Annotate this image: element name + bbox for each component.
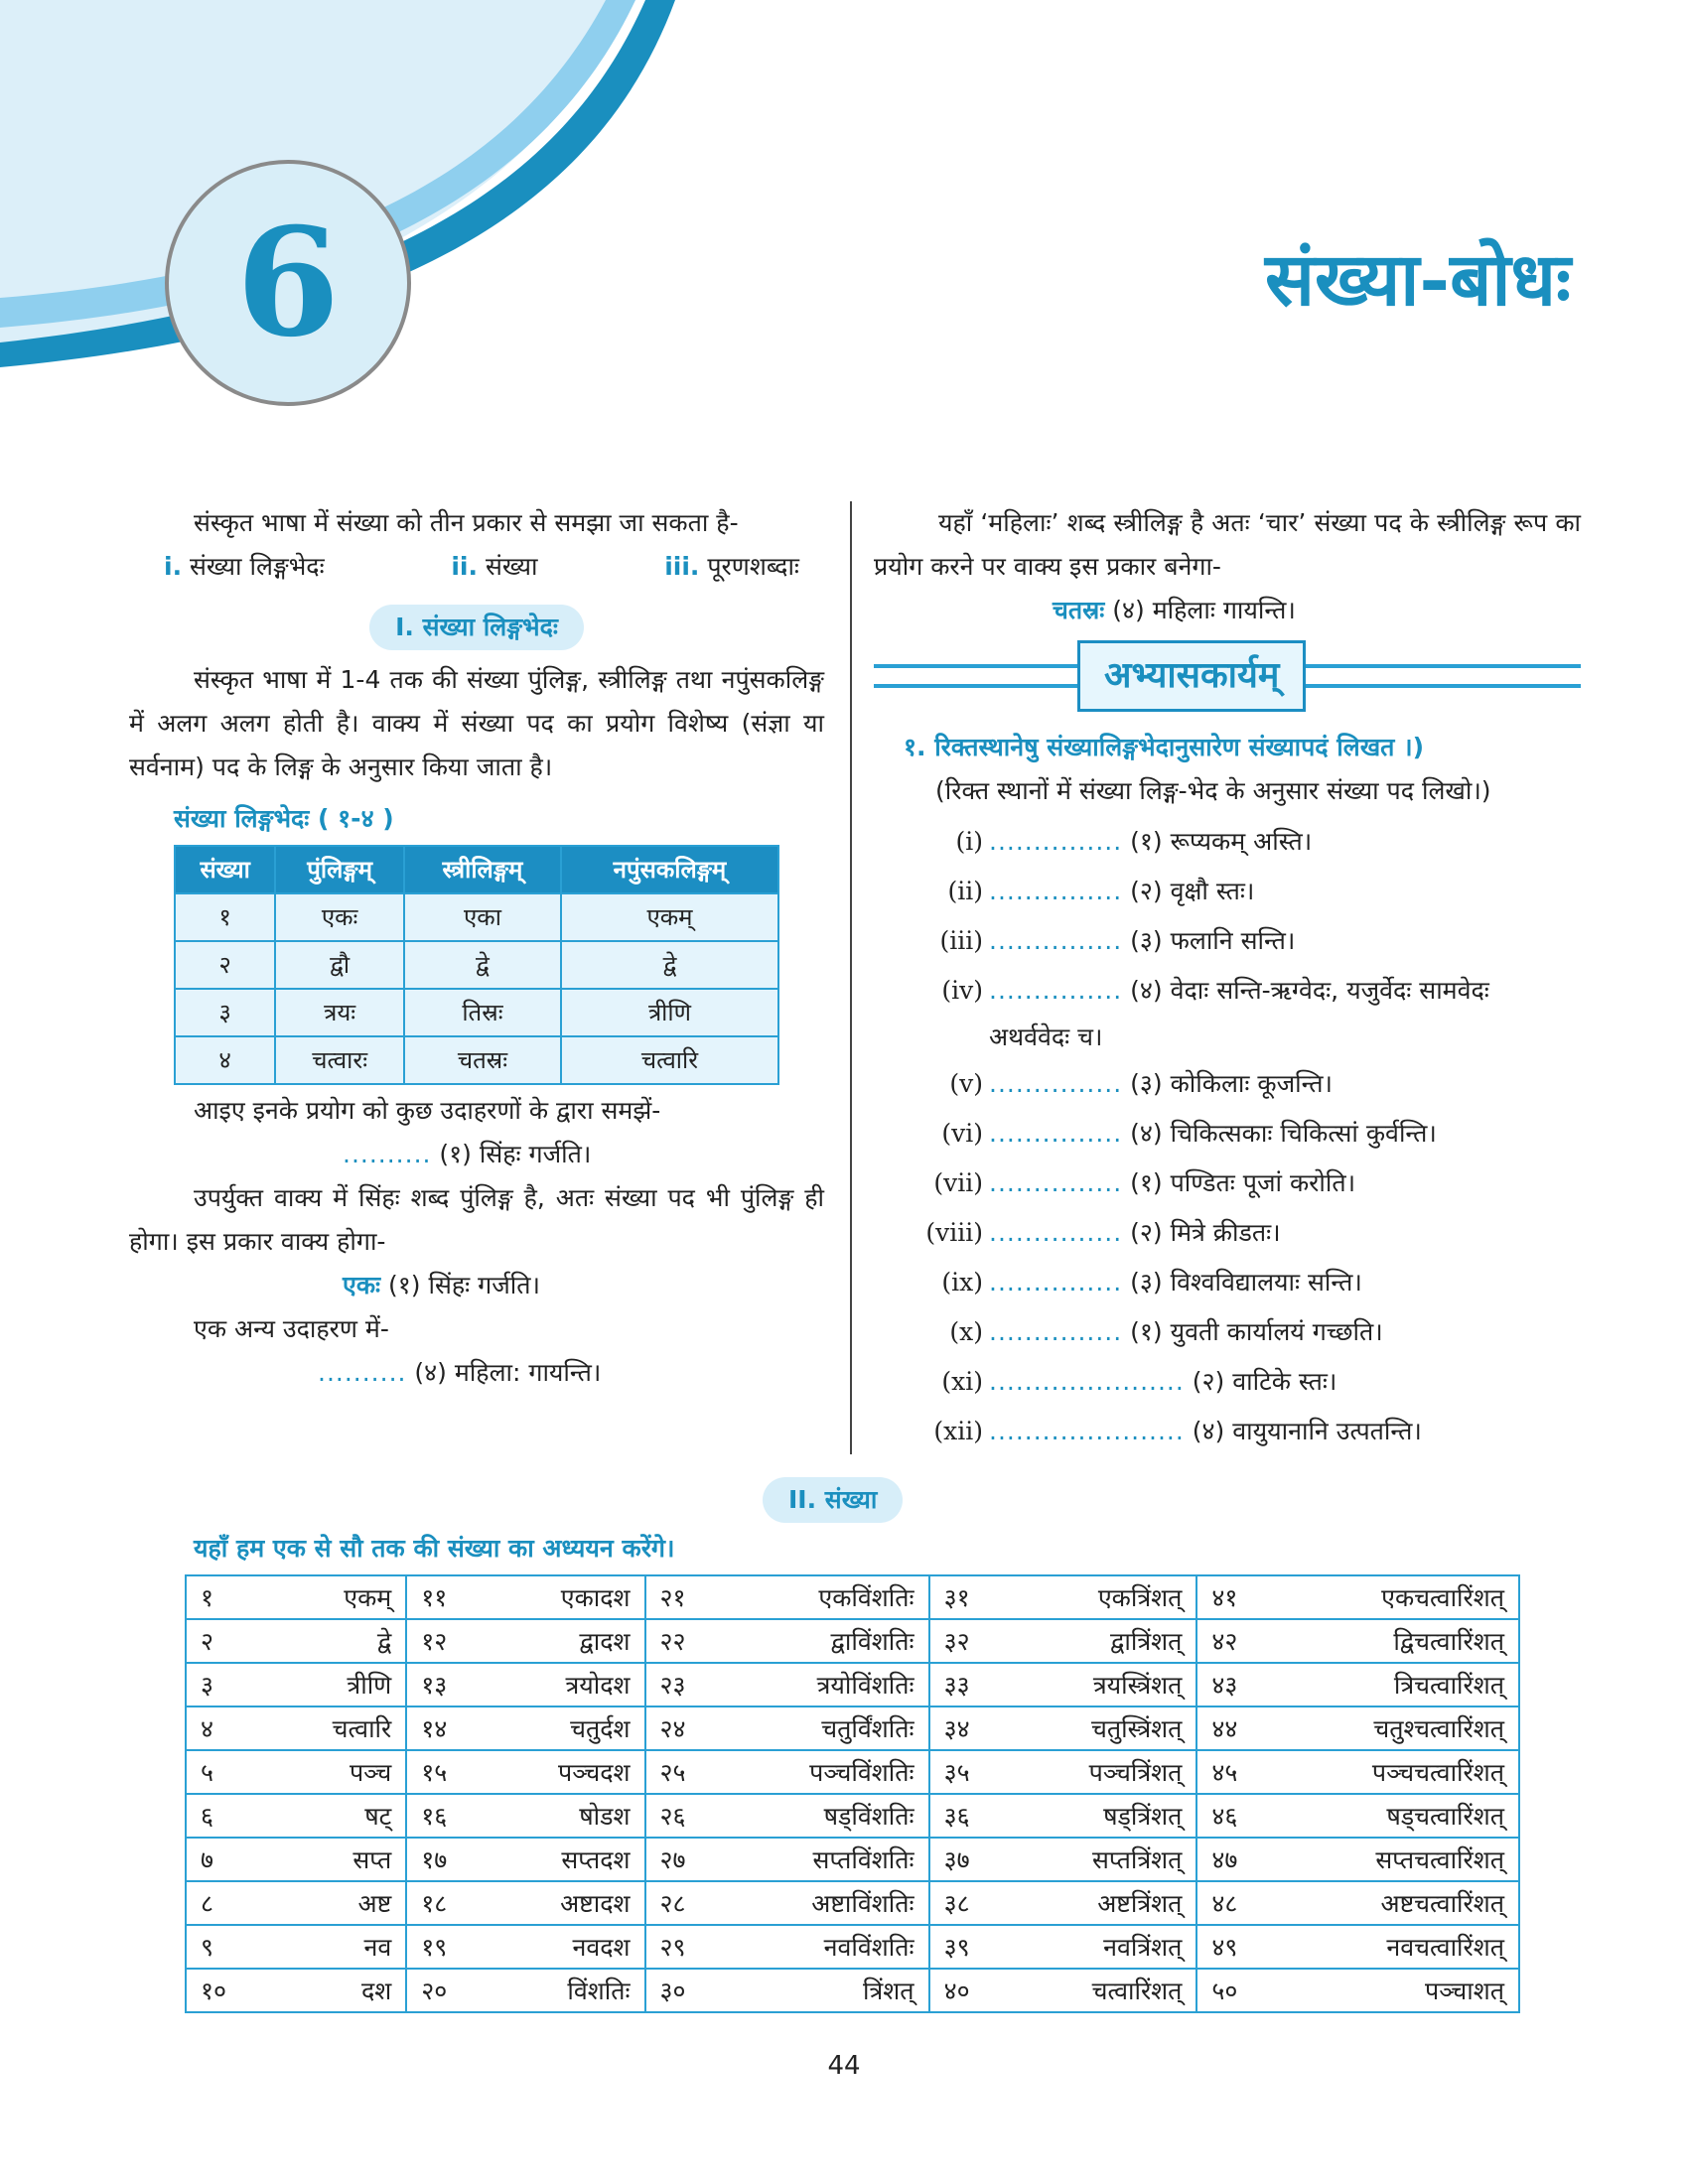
chapter-title: संख्या-बोधः xyxy=(1265,237,1571,323)
intro-text: संस्कृत भाषा में संख्या को तीन प्रकार से समझा जा सकता है- xyxy=(194,508,739,537)
exercise-list xyxy=(874,817,1581,1456)
number-word-cell: पञ्चदश xyxy=(504,1750,644,1794)
number-cell: २० xyxy=(406,1969,504,2012)
exercise-item-continuation: अथर्ववेदः च। xyxy=(989,1023,1103,1051)
page-number: 44 xyxy=(827,2051,861,2081)
number-cell: ३७ xyxy=(929,1838,1028,1881)
number-cell: २४ xyxy=(645,1706,744,1750)
table-caption: संख्या लिङ्गभेदः ( १-४ ) xyxy=(174,804,394,833)
number-cell: २९ xyxy=(645,1925,744,1969)
table-row xyxy=(186,1881,1519,1925)
number-cell: २८ xyxy=(645,1881,744,1925)
number-cell: ५० xyxy=(1196,1969,1295,2012)
number-cell: १ xyxy=(186,1575,284,1619)
number-word-cell: पञ्चत्रिंशत् xyxy=(1028,1750,1197,1794)
exercise-item: (ix) ............... (३) विश्वविद्यालयाः सन्ति। xyxy=(941,1268,1362,1297)
number-word-cell: नवचत्वारिंशत् xyxy=(1295,1925,1519,1969)
chapter-number: 6 xyxy=(235,196,341,370)
number-word-cell: सप्त xyxy=(284,1838,406,1881)
number-cell: ३४ xyxy=(929,1706,1028,1750)
number-cell: ११ xyxy=(406,1575,504,1619)
number-word-cell: द्वाविंशतिः xyxy=(744,1619,929,1663)
number-cell: ३० xyxy=(645,1969,744,2012)
number-cell: १६ xyxy=(406,1794,504,1838)
exercise-item: (i) ............... (१) रूप्यकम् अस्ति। xyxy=(955,827,1313,856)
table-row xyxy=(186,1706,1519,1750)
number-cell: २६ xyxy=(645,1794,744,1838)
number-word-cell: एकम् xyxy=(284,1575,406,1619)
number-word-cell: द्वे xyxy=(284,1619,406,1663)
example-explanation: उपर्युक्त वाक्य में सिंहः शब्द पुंलिङ्ग है, अतः संख्या पद भी पुंलिङ्ग ही होगा। इस प्रकार वाक्य होगा- xyxy=(129,1183,824,1256)
another-example-label: एक अन्य उदाहरण में- xyxy=(194,1314,389,1343)
number-word-cell: पञ्च xyxy=(284,1750,406,1794)
number-cell: ४४ xyxy=(1196,1706,1295,1750)
number-cell: ४८ xyxy=(1196,1881,1295,1925)
number-word-cell: षड्त्रिंशत् xyxy=(1028,1794,1197,1838)
number-word-cell: त्रयस्त्रिंशत् xyxy=(1028,1663,1197,1706)
exercise-item: (ii) ............... (२) वृक्षौ स्तः। xyxy=(947,877,1255,905)
number-cell: २७ xyxy=(645,1838,744,1881)
exercise-item: (xii) ...................... (४) वायुयानानि उत्पतन्ति। xyxy=(933,1417,1422,1445)
number-cell: ३२ xyxy=(929,1619,1028,1663)
number-cell: ४० xyxy=(929,1969,1028,2012)
number-types-list xyxy=(129,545,824,589)
number-word-cell: नवविंशतिः xyxy=(744,1925,929,1969)
examples-intro: आइए इनके प्रयोग को कुछ उदाहरणों के द्वारा समझें- xyxy=(194,1096,661,1125)
number-cell: २ xyxy=(186,1619,284,1663)
number-cell: १९ xyxy=(406,1925,504,1969)
number-word-cell: सप्तदश xyxy=(504,1838,644,1881)
number-word-cell: त्रिचत्वारिंशत् xyxy=(1295,1663,1519,1706)
example-1: .......... (१) सिंहः गर्जति। xyxy=(343,1140,592,1168)
number-word-cell: सप्तत्रिंशत् xyxy=(1028,1838,1197,1881)
number-word-cell: चत्वारि xyxy=(284,1706,406,1750)
number-cell: ४५ xyxy=(1196,1750,1295,1794)
table-row: १ एकः एका एकम् xyxy=(175,893,778,941)
number-word-cell: अष्टत्रिंशत् xyxy=(1028,1881,1197,1925)
exercise-item: (viii) ............... (२) मित्रे क्रीडतः। xyxy=(925,1218,1281,1247)
number-word-cell: षड्चत्वारिंशत् xyxy=(1295,1794,1519,1838)
number-word-cell: सप्तचत्वारिंशत् xyxy=(1295,1838,1519,1881)
table-row: ३ त्रयः तिस्रः त्रीणि xyxy=(175,989,778,1036)
number-word-cell: त्रिंशत् xyxy=(744,1969,929,2012)
table-row xyxy=(186,1619,1519,1663)
number-cell: ४३ xyxy=(1196,1663,1295,1706)
number-word-cell: नवदश xyxy=(504,1925,644,1969)
section1-paragraph: संस्कृत भाषा में 1-4 तक की संख्या पुंलिङ्ग, स्त्रीलिङ्ग तथा नपुंसकलिङ्ग में अलग अलग होती है। वाक्य में संख्या पद का प्रयोग विशेष्य (संज्ञा या सर्वनाम) पद के लिङ्ग के अनुसार किया जाता है। xyxy=(129,665,824,781)
section2-note: यहाँ हम एक से सौ तक की संख्या का अध्ययन करेंगे। xyxy=(194,1534,675,1563)
number-cell: १४ xyxy=(406,1706,504,1750)
number-word-cell: एकादश xyxy=(504,1575,644,1619)
number-word-cell: अष्ट xyxy=(284,1881,406,1925)
number-cell: ९ xyxy=(186,1925,284,1969)
section1-heading: I. संख्या लिङ्गभेदः xyxy=(369,605,584,650)
number-cell: ३ xyxy=(186,1663,284,1706)
exercise-item: (x) ............... (१) युवती कार्यालयं गच्छति। xyxy=(949,1317,1383,1346)
exercise-question: १. रिक्तस्थानेषु संख्यालिङ्गभेदानुसारेण संख्यापदं लिखत ।) xyxy=(904,733,1424,761)
table-row xyxy=(186,1750,1519,1794)
number-cell: ४ xyxy=(186,1706,284,1750)
number-cell: १५ xyxy=(406,1750,504,1794)
column-divider xyxy=(850,501,852,1454)
exercise-item: (vi) ............... (४) चिकित्सकाः चिकित्सां कुर्वन्ति। xyxy=(941,1119,1437,1148)
number-word-cell: सप्तविंशतिः xyxy=(744,1838,929,1881)
number-word-cell: नव xyxy=(284,1925,406,1969)
number-cell: १८ xyxy=(406,1881,504,1925)
example-2-answer: चतस्रः (४) महिलाः गायन्ति। xyxy=(1053,596,1296,624)
left-column xyxy=(129,501,824,1395)
number-word-cell: षोडश xyxy=(504,1794,644,1838)
example-2: .......... (४) महिला: गायन्ति। xyxy=(318,1358,602,1387)
number-word-cell: त्रयोदश xyxy=(504,1663,644,1706)
table-row xyxy=(186,1794,1519,1838)
table-row xyxy=(186,1925,1519,1969)
section2-heading: II. संख्या xyxy=(763,1477,903,1523)
number-word-cell: एकचत्वारिंशत् xyxy=(1295,1575,1519,1619)
table-row: ४ चत्वारः चतस्रः चत्वारि xyxy=(175,1036,778,1084)
number-word-cell: चतुर्दश xyxy=(504,1706,644,1750)
number-cell: २१ xyxy=(645,1575,744,1619)
number-cell: ७ xyxy=(186,1838,284,1881)
number-cell: ८ xyxy=(186,1881,284,1925)
number-cell: ३६ xyxy=(929,1794,1028,1838)
table-row: २ द्वौ द्वे द्वे xyxy=(175,941,778,989)
number-word-cell: एकविंशतिः xyxy=(744,1575,929,1619)
number-cell: ३३ xyxy=(929,1663,1028,1706)
number-cell: ६ xyxy=(186,1794,284,1838)
number-cell: ५ xyxy=(186,1750,284,1794)
number-word-cell: दश xyxy=(284,1969,406,2012)
right-column xyxy=(874,501,1581,1456)
number-cell: ३९ xyxy=(929,1925,1028,1969)
number-cell: ४१ xyxy=(1196,1575,1295,1619)
number-word-cell: पञ्चविंशतिः xyxy=(744,1750,929,1794)
number-word-cell: अष्टाविंशतिः xyxy=(744,1881,929,1925)
number-cell: २३ xyxy=(645,1663,744,1706)
number-word-cell: चतुश्चत्वारिंशत् xyxy=(1295,1706,1519,1750)
table-row xyxy=(186,1663,1519,1706)
exercise-item: (xi) ...................... (२) वाटिके स्तः। xyxy=(941,1367,1337,1396)
number-cell: ३५ xyxy=(929,1750,1028,1794)
number-word-cell: द्विचत्वारिंशत् xyxy=(1295,1619,1519,1663)
number-cell: ३१ xyxy=(929,1575,1028,1619)
exercise-item: (vii) ............... (१) पण्डितः पूजां करोति। xyxy=(933,1168,1356,1197)
number-word-cell: द्वात्रिंशत् xyxy=(1028,1619,1197,1663)
exercise-item: (iii) ............... (३) फलानि सन्ति। xyxy=(939,926,1296,955)
exercise-banner xyxy=(874,638,1581,718)
exercise-item: (v) ............... (३) कोकिलाः कूजन्ति। xyxy=(949,1069,1334,1098)
number-cell: १७ xyxy=(406,1838,504,1881)
number-word-cell: नवत्रिंशत् xyxy=(1028,1925,1197,1969)
number-word-cell: अष्टचत्वारिंशत् xyxy=(1295,1881,1519,1925)
number-cell: २२ xyxy=(645,1619,744,1663)
table-row xyxy=(186,1575,1519,1619)
number-word-cell: चतुस्त्रिंशत् xyxy=(1028,1706,1197,1750)
number-word-cell: चत्वारिंशत् xyxy=(1028,1969,1197,2012)
number-word-cell: विंशतिः xyxy=(504,1969,644,2012)
number-cell: २५ xyxy=(645,1750,744,1794)
gender-number-table xyxy=(174,845,779,1085)
table-row xyxy=(186,1969,1519,2012)
number-cell: ४६ xyxy=(1196,1794,1295,1838)
type-item: iii. पूरणशब्दाः xyxy=(664,552,799,581)
numbers-table-body xyxy=(186,1575,1519,2012)
type-item: i. संख्या लिङ्गभेदः xyxy=(164,552,325,581)
table-row xyxy=(186,1838,1519,1881)
number-cell: ३८ xyxy=(929,1881,1028,1925)
number-cell: १० xyxy=(186,1969,284,2012)
type-item: ii. संख्या xyxy=(451,552,538,581)
number-word-cell: त्रयोविंशतिः xyxy=(744,1663,929,1706)
example-1-answer: एकः (१) सिंहः गर्जति। xyxy=(343,1271,540,1299)
number-cell: ४९ xyxy=(1196,1925,1295,1969)
exercise-question-hindi: (रिक्त स्थानों में संख्या लिङ्ग-भेद के अनुसार संख्या पद लिखो।) xyxy=(935,776,1491,805)
number-word-cell: द्वादश xyxy=(504,1619,644,1663)
number-word-cell: अष्टादश xyxy=(504,1881,644,1925)
exercise-title: अभ्यासकार्यम् xyxy=(1077,640,1306,712)
example-2-explanation: यहाँ ‘महिलाः’ शब्द स्त्रीलिङ्ग है अतः ‘चार’ संख्या पद के स्त्रीलिङ्ग रूप का प्रयोग करने पर वाक्य इस प्रकार बनेगा- xyxy=(874,508,1581,581)
number-word-cell: एकत्रिंशत् xyxy=(1028,1575,1197,1619)
number-cell: १२ xyxy=(406,1619,504,1663)
number-cell: ४२ xyxy=(1196,1619,1295,1663)
number-word-cell: त्रीणि xyxy=(284,1663,406,1706)
number-cell: ४७ xyxy=(1196,1838,1295,1881)
exercise-item: (iv) ............... (४) वेदाः सन्ति-ऋग्वेदः, यजुर्वेदः सामवेदः xyxy=(941,976,1489,1005)
table-header-row: संख्या पुंलिङ्गम् स्त्रीलिङ्गम् नपुंसकलिङ्गम् xyxy=(175,846,778,893)
number-word-cell: षट् xyxy=(284,1794,406,1838)
number-word-cell: षड्विंशतिः xyxy=(744,1794,929,1838)
numbers-table xyxy=(185,1574,1520,2013)
number-word-cell: पञ्चचत्वारिंशत् xyxy=(1295,1750,1519,1794)
number-word-cell: चतुर्विंशतिः xyxy=(744,1706,929,1750)
number-cell: १३ xyxy=(406,1663,504,1706)
number-word-cell: पञ्चाशत् xyxy=(1295,1969,1519,2012)
